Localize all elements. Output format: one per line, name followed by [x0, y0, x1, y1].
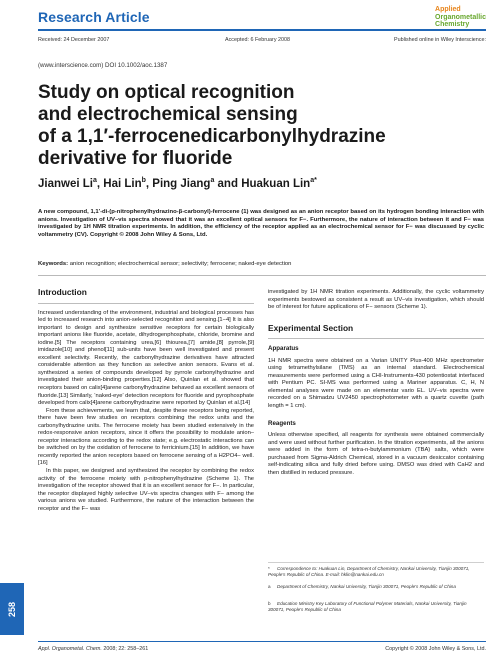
- footnote-affiliation-b: [268, 601, 484, 613]
- author-affiliation: b: [141, 177, 146, 184]
- journal-logo: [435, 6, 486, 29]
- footnote-affiliation-a: [268, 584, 484, 590]
- footnote-text: Education Ministry Key Laboratory of Functional Polymer Materials, Nankai University, Tianjin 300071, People's Republic of China: [268, 601, 467, 612]
- right-column: [268, 289, 484, 477]
- author-affiliation: a*: [310, 177, 317, 184]
- footer-copyright: Copyright © 2008 John Wiley & Sons, Ltd.: [385, 646, 486, 652]
- footnote-marker: b: [268, 601, 271, 606]
- footnote-text: Correspondence to: Huakuan Lin, Department of Chemistry, Nankai University, Tianjin 300071, People's Republic of China. E-mail: hklin@nankai.edu.cn: [268, 566, 470, 577]
- footnote-correspondence: [268, 566, 484, 578]
- title-line: and electrochemical sensing: [38, 104, 298, 125]
- experimental-heading: Experimental Section: [268, 322, 354, 333]
- received-date: Received: 24 December 2007: [38, 37, 110, 43]
- abstract: A new compound, 1,1′-di-(p-nitrophenylhydrazino-β-carbonyl)-ferrocene (1) was designed as an anion receptor based on its hydrogen bonding interaction with anions. Investigation of UV–vis spectra showed that it was an excellent optical sensors for F−. Furthermore, the nature of interaction between it and F− was investigated by 1H NMR titration experiments. In addition, the efficiency of the receptor applied as an electrochemical sensor for F− was discussed by cyclic voltammetry (CV). Copyright © 2008 John Wiley & Sons, Ltd.: [38, 209, 484, 238]
- author-and: and: [214, 177, 242, 190]
- apparatus-heading: Apparatus: [268, 345, 299, 353]
- left-column: [38, 289, 254, 513]
- footnote-text: Department of Chemistry, Nankai University, Tianjin 300071, People's Republic of China: [277, 584, 456, 589]
- keywords-divider: [38, 275, 486, 276]
- section-label: Research Article: [38, 9, 150, 25]
- logo-line-3: Chemistry: [435, 21, 470, 28]
- footnote-marker: *: [268, 566, 270, 571]
- title-line: of a 1,1′-ferrocenedicarbonylhydrazine: [38, 126, 386, 147]
- journal-name: Appl. Organometal. Chem.: [38, 646, 102, 652]
- citation-details: 2008; 22: 258–261: [101, 646, 149, 652]
- logo-line-2: Organometallic: [435, 13, 486, 21]
- title-line: Study on optical recognition: [38, 82, 295, 103]
- author-name: Huakuan Lin: [241, 177, 311, 190]
- apparatus-paragraph: 1H NMR spectra were obtained on a Varian UNITY Plus-400 MHz spectrometer using tetramethylsilane (TMS) as an internal standard. Electrochemical measurements were performed using a CHI-Instruments-430 potentiostat interfaced with Pentium PC. SI-MS was performed using a Mariner apparatus. C, H, N elemental analyses were made on an elementar vario EL. UV–vis spectra were recorded on a Shimadzu UV2450 spectrophotometer with a quartz cuvette (path length = 1 cm).: [268, 357, 484, 410]
- footnote-marker: a: [268, 584, 271, 589]
- introduction-heading: Introduction: [38, 287, 87, 297]
- author-separator: ,: [96, 177, 104, 190]
- intro-paragraph-3: In this paper, we designed and synthesized the receptor by combining the redox activity of the ferrocene moiety with p-nitrophenylhydrazine (Scheme 1). The investigation of the receptor showed that it is an excellent sensor for F−. In particular, the receptor displayed highly selective UV–vis spectra changes with F− among the various anions we studied. Furthermore, the nature of the interaction between the receptor and the F− was: [38, 468, 254, 512]
- author-name: Jianwei Li: [38, 177, 93, 190]
- header-divider: [38, 29, 486, 31]
- title-line: derivative for fluoride: [38, 148, 233, 169]
- author-affiliation: a: [92, 177, 97, 184]
- intro-paragraph-2: From these achievements, we learn that, despite these receptors being reported, there have been few studies on receptors combining the redox units and the carbonylhydrazine units. The ferrocene moiety has been studied extensively in the redox-responsive anion receptors, since it offers the possibility to modulate anion–receptor interactions according to the redox state; e.g. electrostatic interactions can be switched on by the oxidation of ferrocene to ferricinium.[15] In addition, we have recently reported the anion receptors based on ferrocene sensing of a H2PO4− well.[16]: [38, 407, 254, 467]
- author-separator: ,: [145, 177, 153, 190]
- intro-continuation: investigated by 1H NMR titration experiments. Additionally, the cyclic voltammetry experiments bestowed as consistent a result as UV–vis investigation, which should be of interest for future applications of F− sensors (Scheme 1).: [268, 289, 484, 311]
- heading-divider: [268, 338, 484, 339]
- published-note: Published online in Wiley Interscience:: [394, 37, 486, 43]
- page-number: 258: [7, 601, 17, 617]
- accepted-date: Accepted: 6 February 2008: [225, 37, 291, 43]
- keywords-text: anion recognition; electrochemical sensor; selectivity; ferrocene; naked-eye detection: [69, 261, 292, 267]
- keywords-label: Keywords:: [38, 261, 69, 267]
- reagents-heading: Reagents: [268, 419, 296, 427]
- author-list: [38, 177, 317, 190]
- footer-divider: [38, 641, 486, 642]
- logo-line-1: Applied: [435, 6, 461, 13]
- intro-paragraph-1: Increased understanding of the environment, industrial and biological processes has led to increased research into anion-selected recognition and sensing.[1−4] It is also important to design and synthesize sensitive receptors for certain biologically important anions like fluoride, acetate, dihydrogenphosphate, chloride, bromine and iodine.[5] The receptors containing urea,[6] thiourea,[7] amide,[8] pyrrole,[9] imidazole[10] and phenol[11] sub-units have been well investigated and present excellent selectivity. Recently, the carbonylhydrazine derivatives have attracted considerable attention as they function as selective anion sensors. Evans et al. synthesized a series of compounds developed by pyrrole carbonylhydrazine and investigated their anion-binding properties.[12] Also, Quinlan et al. showed that receptors based on calix[4]arene carbonylhydrazine behaved as excellent sensors of fluoride.[13] Similarly, ‘naked-eye’ detection receptors for fluoride and pyrophosphate developed from calix[4]arene carbonylhydrazine were reported by Quinlan et al.[14]: [38, 309, 254, 407]
- footnote-divider: [268, 562, 484, 563]
- paper-title: [38, 82, 478, 170]
- footer-citation: [38, 646, 148, 652]
- author-name: Hai Lin: [103, 177, 142, 190]
- heading-divider: [38, 303, 254, 304]
- doi-line[interactable]: (www.interscience.com) DOI 10.1002/aoc.1387: [38, 62, 168, 69]
- keywords: [38, 261, 484, 267]
- author-affiliation: a: [210, 177, 215, 184]
- reagents-paragraph: Unless otherwise specified, all reagents for synthesis were obtained commercially and were used without further purification. In the titration experiments, all the anions were added in the form of tetra-n-butylammonium (TBA) salts, which were purchased from Sigma-Aldrich Chemical, stored in a vacuum desiccator containing self-indicating silica and fully dried before using. DMSO was dried with CaH2 and then distilled in reduced pressure.: [268, 432, 484, 476]
- author-name: Ping Jiang: [152, 177, 211, 190]
